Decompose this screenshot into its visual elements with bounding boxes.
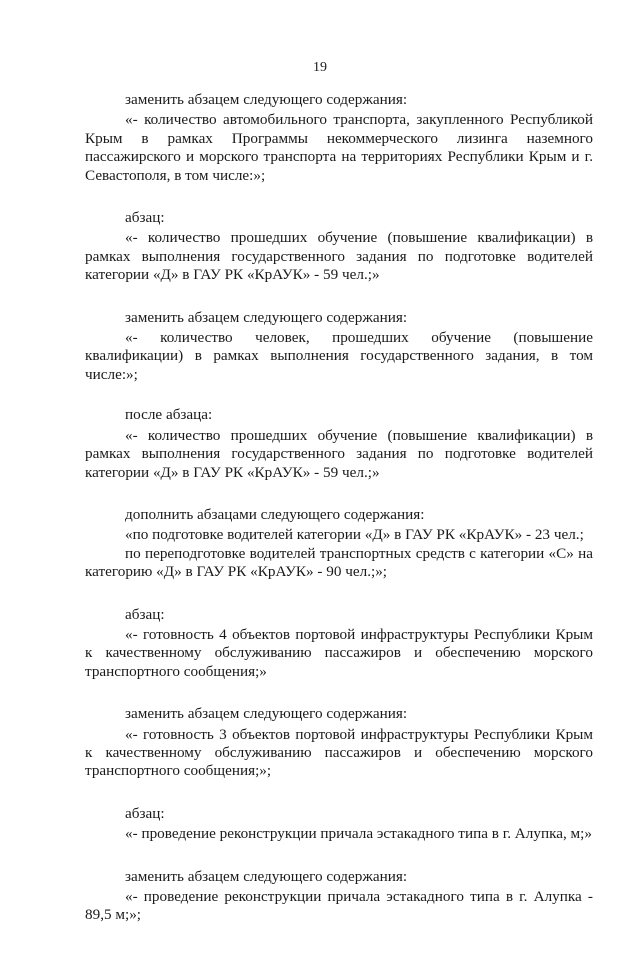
block-item: «по подготовке водителей категории «Д» в ГАУ РК «КрАУК» - 23 чел.; xyxy=(125,526,584,544)
block-heading: абзац: xyxy=(125,804,165,822)
block-heading: после абзаца: xyxy=(125,406,213,424)
block-text: «- проведение реконструкции причала эстакадного типа в г. Алупка - 89,5 м;»; xyxy=(85,888,593,924)
block-text: «- количество человек, прошедших обучение (повышение квалификации) в рамках выполнения государственного задания, в том числе:»; xyxy=(85,329,593,383)
amendment-block-4 xyxy=(85,406,593,482)
amendment-block-6 xyxy=(85,606,593,682)
amendment-block-7 xyxy=(85,705,593,781)
amendment-block-8 xyxy=(85,805,593,844)
block-text: «- количество прошедших обучение (повышение квалификации) в рамках выполнения государственного задания по подготовке водителей категории «Д» в ГАУ РК «КрАУК» - 59 чел.;» xyxy=(85,426,593,481)
block-heading: дополнить абзацами следующего содержания: xyxy=(125,505,425,523)
document-body xyxy=(85,91,593,953)
block-text: «- количество автомобильного транспорта, закупленного Республикой Крым в рамках Программы некоммерческого лизинга наземного пассажирского и морского транспорта на территориях Республики Крым и г. Севастополя, в том числе:»; xyxy=(85,111,593,184)
amendment-block-2 xyxy=(85,209,593,285)
amendment-block-1 xyxy=(85,91,593,185)
amendment-block-3 xyxy=(85,309,593,385)
block-heading: абзац: xyxy=(125,605,165,623)
block-heading: заменить абзацем следующего содержания: xyxy=(125,91,408,108)
amendment-block-9 xyxy=(85,868,593,925)
block-heading: заменить абзацем следующего содержания: xyxy=(125,867,408,885)
block-item: по переподготовке водителей транспортных средств с категории «С» на категорию «Д» в ГАУ РК «КрАУК» - 90 чел.;»; xyxy=(85,544,593,581)
block-text: «- готовность 3 объектов портовой инфраструктуры Республики Крым к качественному обслуживанию пассажиров и обеспечению морского транспортного сообщения;»; xyxy=(85,725,593,780)
block-heading: заменить абзацем следующего содержания: xyxy=(125,705,408,723)
block-heading: абзац: xyxy=(125,209,165,227)
amendment-block-5 xyxy=(85,506,593,582)
page-number: 19 xyxy=(313,60,327,75)
block-text: «- количество прошедших обучение (повышение квалификации) в рамках выполнения государственного задания по подготовке водителей категории «Д» в ГАУ РК «КрАУК» - 59 чел.;» xyxy=(85,229,593,284)
block-heading: заменить абзацем следующего содержания: xyxy=(125,308,408,326)
block-text: «- готовность 4 объектов портовой инфраструктуры Республики Крым к качественному обслуживанию пассажиров и обеспечению морского транспортного сообщения;» xyxy=(85,625,593,680)
block-text: «- проведение реконструкции причала эстакадного типа в г. Алупка, м;» xyxy=(125,825,592,843)
